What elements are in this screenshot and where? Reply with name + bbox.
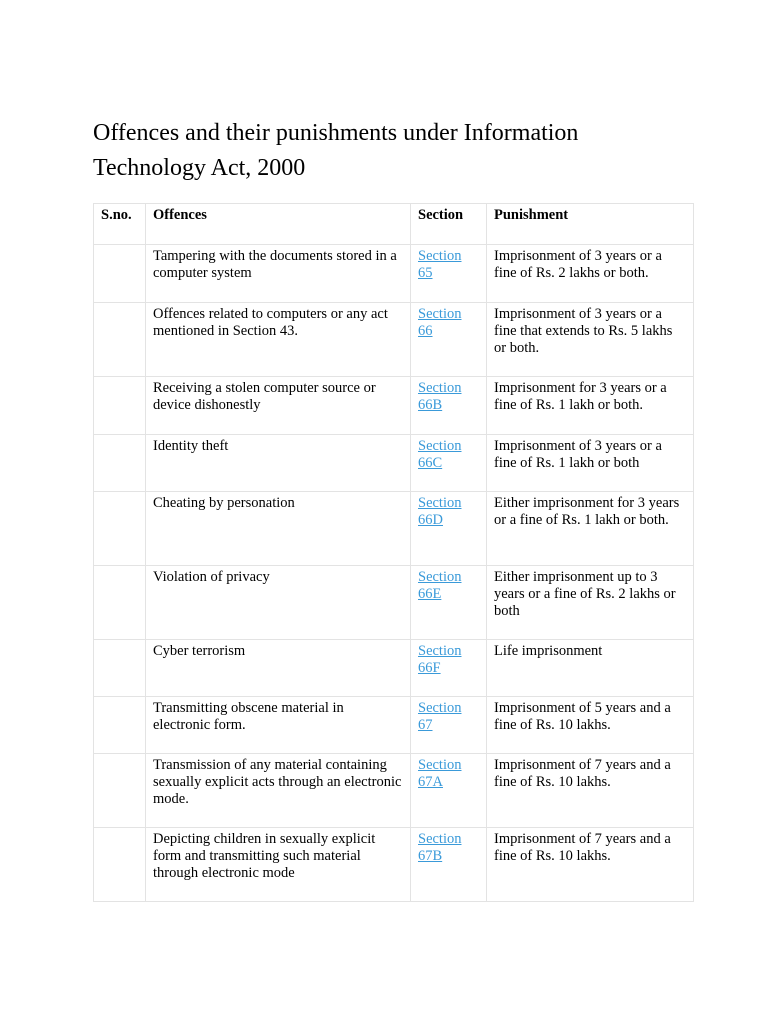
- header-punishment: Punishment: [487, 204, 694, 245]
- cell-offence: Transmission of any material containing sexually explicit acts through an electronic mode.: [146, 754, 411, 828]
- section-link[interactable]: Section 66F: [418, 643, 462, 676]
- header-section: Section: [411, 204, 487, 245]
- cell-offence: Identity theft: [146, 435, 411, 492]
- cell-offence: Cheating by personation: [146, 492, 411, 566]
- cell-punishment: Imprisonment of 3 years or a fine that extends to Rs. 5 lakhs or both.: [487, 303, 694, 377]
- section-link[interactable]: Section 67: [418, 700, 462, 733]
- section-link[interactable]: Section 65: [418, 248, 462, 281]
- table-row: [94, 697, 694, 754]
- cell-offence: Receiving a stolen computer source or device dishonestly: [146, 377, 411, 435]
- cell-section: [411, 697, 487, 754]
- cell-section: [411, 377, 487, 435]
- cell-section: [411, 245, 487, 303]
- cell-sno: [94, 492, 146, 566]
- table-row: [94, 492, 694, 566]
- table-row: [94, 828, 694, 902]
- offences-table: [93, 203, 694, 902]
- cell-offence: Offences related to computers or any act mentioned in Section 43.: [146, 303, 411, 377]
- section-link[interactable]: Section 66B: [418, 380, 462, 413]
- cell-sno: [94, 377, 146, 435]
- page-title: Offences and their punishments under Information Technology Act, 2000: [93, 120, 579, 181]
- cell-offence: Depicting children in sexually explicit form and transmitting such material through electronic mode: [146, 828, 411, 902]
- cell-sno: [94, 828, 146, 902]
- section-link[interactable]: Section 66C: [418, 438, 462, 471]
- table-row: [94, 245, 694, 303]
- section-link[interactable]: Section 66D: [418, 495, 462, 528]
- table-row: [94, 377, 694, 435]
- table-header-row: [94, 204, 694, 245]
- header-sno: S.no.: [94, 204, 146, 245]
- cell-section: [411, 435, 487, 492]
- cell-punishment: Imprisonment of 5 years and a fine of Rs. 10 lakhs.: [487, 697, 694, 754]
- cell-section: [411, 754, 487, 828]
- cell-section: [411, 828, 487, 902]
- cell-offence: Cyber terrorism: [146, 640, 411, 697]
- table-row: [94, 566, 694, 640]
- table-row: [94, 303, 694, 377]
- cell-sno: [94, 245, 146, 303]
- table-row: [94, 754, 694, 828]
- cell-punishment: Life imprisonment: [487, 640, 694, 697]
- cell-sno: [94, 566, 146, 640]
- cell-section: [411, 492, 487, 566]
- section-link[interactable]: Section 67A: [418, 757, 462, 790]
- cell-punishment: Imprisonment of 7 years and a fine of Rs. 10 lakhs.: [487, 828, 694, 902]
- section-link[interactable]: Section 66E: [418, 569, 462, 602]
- cell-sno: [94, 640, 146, 697]
- table-row: [94, 435, 694, 492]
- cell-punishment: Either imprisonment for 3 years or a fine of Rs. 1 lakh or both.: [487, 492, 694, 566]
- cell-punishment: Either imprisonment up to 3 years or a fine of Rs. 2 lakhs or both: [487, 566, 694, 640]
- cell-sno: [94, 303, 146, 377]
- cell-punishment: Imprisonment for 3 years or a fine of Rs. 1 lakh or both.: [487, 377, 694, 435]
- section-link[interactable]: Section 66: [418, 306, 462, 339]
- cell-sno: [94, 435, 146, 492]
- cell-offence: Transmitting obscene material in electronic form.: [146, 697, 411, 754]
- cell-section: [411, 566, 487, 640]
- cell-offence: Tampering with the documents stored in a computer system: [146, 245, 411, 303]
- cell-punishment: Imprisonment of 3 years or a fine of Rs. 2 lakhs or both.: [487, 245, 694, 303]
- cell-sno: [94, 697, 146, 754]
- cell-section: [411, 303, 487, 377]
- header-offences: Offences: [146, 204, 411, 245]
- cell-section: [411, 640, 487, 697]
- cell-punishment: Imprisonment of 3 years or a fine of Rs. 1 lakh or both: [487, 435, 694, 492]
- cell-offence: Violation of privacy: [146, 566, 411, 640]
- cell-sno: [94, 754, 146, 828]
- table-row: [94, 640, 694, 697]
- section-link[interactable]: Section 67B: [418, 831, 462, 864]
- cell-punishment: Imprisonment of 7 years and a fine of Rs. 10 lakhs.: [487, 754, 694, 828]
